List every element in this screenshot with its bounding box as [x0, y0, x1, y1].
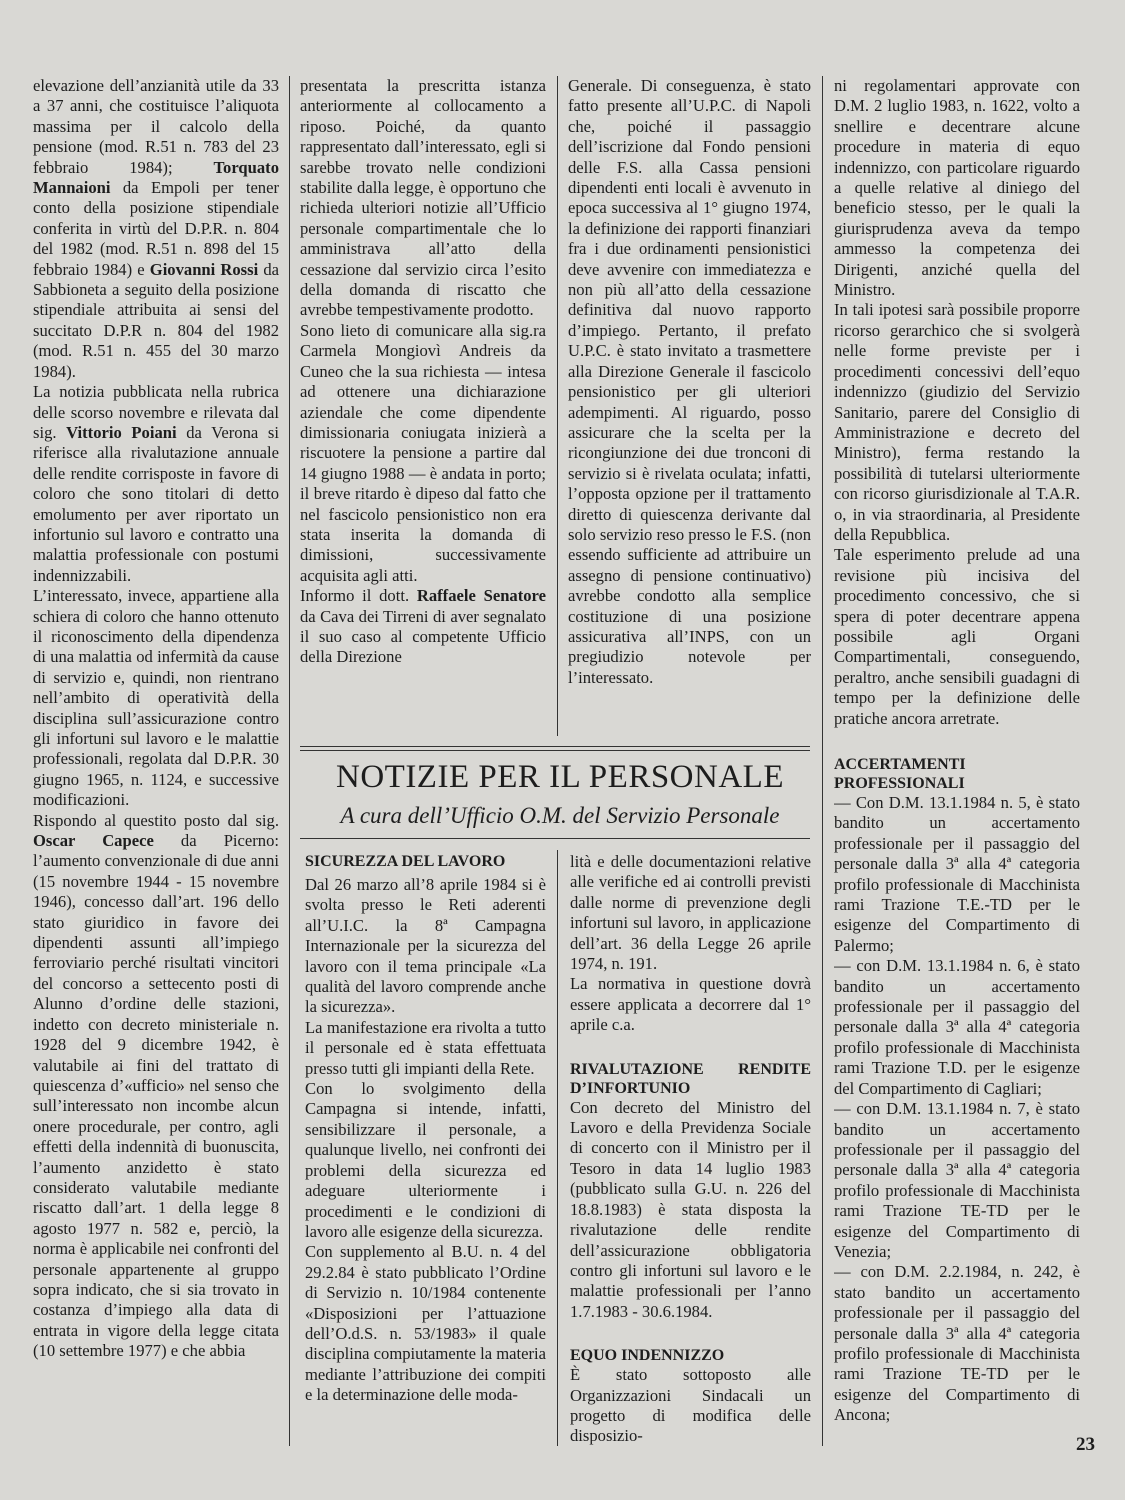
page-number: 23 [1076, 1434, 1095, 1455]
col3b-para-2: La normativa in questione dovrà essere applicata a decorrere dal 1° aprile c.a. [570, 974, 811, 1035]
column-3b [570, 852, 811, 1446]
col2-para-1: presentata la prescritta istanza anteriormente al collocamento a riposo. Poiché, da quanto rappresentato dall’interessato, egli si sarebbe trovato nelle condizioni stabilite dalla legge, è opportuno che richieda ulteriori notizie all’Ufficio personale compartimentale che lo amministrava all’atto della cessazione dal servizio circa l’esito della domanda di riscatto che avrebbe tempestivamente prodotto. [300, 76, 546, 320]
section-rule-top-2 [300, 750, 810, 751]
accertamenti-item-2: — con D.M. 13.1.1984 n. 6, è stato bandito un accertamento professionale per il passaggio del personale dalla 3ª alla 4ª categoria profilo professionale di Macchinista rami Trazione T.D. per le esigenze del Compartimento di Cagliari; [834, 956, 1080, 1098]
sicurezza-para-4: Con supplemento al B.U. n. 4 del 29.2.84 è stato pubblicato l’Ordine di Servizio n. 10/1984 contenente «Disposizioni per l’attuazione dell’O.d.S. n. 53/1983» il quale disciplina compiutamente la materia mediante l’attribuzione dei compiti e la determinazione delle moda- [305, 1242, 546, 1405]
col2-para-3: Informo il dott. Raffaele Senatore da Cava dei Tirreni di aver segnalato il suo caso al competente Ufficio della Direzione [300, 586, 546, 667]
column-divider-2b [557, 850, 558, 1446]
col2-para-2: Sono lieto di comunicare alla sig.ra Carmela Mongiovì Andreis da Cuneo che la sua richiesta — intesa ad ottenere una dichiarazione aziendale che come dipendente dimissionaria coniugata inizierà a riscuotere la pensione a partire dal 14 giugno 1988 — è andata in porto; il breve ritardo è dipeso dal fatto che nel fascicolo pensionistico non era stata inserita la domanda di dimissioni, successivamente acquisita agli atti. [300, 320, 546, 585]
equo-text: È stato sottoposto alle Organizzazioni Sindacali un progetto di modifica delle disposizio- [570, 1365, 811, 1446]
sicurezza-heading: SICUREZZA DEL LAVORO [305, 853, 506, 870]
col4-para-1: ni regolamentari approvate con D.M. 2 luglio 1983, n. 1622, volto a snellire e decentrare alcune procedure in materia di equo indennizzo, con particolare riguardo a quelle relative al diniego del beneficio stesso, per le quali la giurisprudenza aveva da tempo ammesso la competenza dei Dirigenti, anziché quella del Ministro. [834, 76, 1080, 300]
column-divider-3 [822, 76, 823, 1446]
accertamenti-item-1: — Con D.M. 13.1.1984 n. 5, è stato bandito un accertamento professionale per il passaggio del personale dalla 3ª alla 4ª categoria profilo professionale di Macchinista rami Trazione T.E.-TD per le esigenze del Compartimento di Palermo; [834, 793, 1080, 955]
accertamenti-item-3: — con D.M. 13.1.1984 n. 7, è stato bandito un accertamento professionale per il passaggio del personale dalla 3ª alla 4ª categoria profilo professionale di Macchinista rami Trazione TE-TD per le esigenze del Compartimento di Venezia; [834, 1099, 1080, 1261]
col1-para-1: elevazione dell’anzianità utile da 33 a 37 anni, che costituisce l’aliquota massima per il calcolo della pensione (mod. R.51 n. 783 del 23 febbraio 1984); Torquato Mannaioni da Empoli per tener conto della posizione stipendiale conferita in virtù del D.P.R. n. 804 del 1982 (mod. R.51 n. 898 del 15 febbraio 1984) e Giovanni Rossi da Sabbioneta a seguito della posizione stipendiale attribuita ai sensi del succitato D.P.R n. 804 del 1982 (mod. R.51 n. 455 del 30 marzo 1984). [33, 76, 279, 381]
sicurezza-para-1: Dal 26 marzo all’8 aprile 1984 si è svolta presso le Reti aderenti all’U.I.C. la 8ª Campagna Internazionale per la sicurezza del lavoro con il tema principale «La qualità del lavoro comprende anche la sicurezza». [305, 875, 546, 1017]
sicurezza-para-3: Con lo svolgimento della Campagna si intende, infatti, sensibilizzare il personale, a qualunque livello, nei confronti dei problemi della sicurezza ed adeguare ulteriormente i procedimenti e le condizioni di lavoro alle esigenze della sicurezza. [305, 1079, 546, 1241]
col1-para-2: La notizia pubblicata nella rubrica delle scorso novembre e rilevata dal sig. Vittorio Poiani da Verona si riferisce alla rivalutazione annuale delle rendite corrisposte in favore di coloro che sono titolari di detto emolumento per aver riportato un infortunio sul lavoro e contratto una malattia professionale con postumi indennizzabili. [33, 382, 279, 585]
section-rule-bottom [300, 838, 810, 839]
col4-para-2: In tali ipotesi sarà possibile proporre ricorso gerarchico che si svolgerà nelle forme previste per i procedimenti concessivi dell’equo indennizzo (giudizio del Servizio Sanitario, parere del Consiglio di Amministrazione e decreto del Ministro), ferma restando la possibilità di tutelarsi ulteriormente con ricorso giurisdizionale al T.A.R. o, in via straordinaria, al Presidente della Repubblica. [834, 300, 1080, 544]
col4-para-3: Tale esperimento prelude ad una revisione più incisiva del procedimento concessivo, che si spera di poter decentrare appena possibile agli Organi Compartimentali, conseguendo, peraltro, anche sensibili guadagni di tempo per la definizione delle pratiche ancora arretrate. [834, 545, 1080, 728]
column-divider-1 [289, 76, 290, 1446]
accertamenti-item-4: — con D.M. 2.2.1984, n. 242, è stato bandito un accertamento professionale per il passaggio del personale dalla 3ª alla 4ª categoria profilo professionale di Macchinista rami Trazione TE-TD per le esigenze del Compartimento di Ancona; [834, 1262, 1080, 1425]
column-4 [834, 76, 1080, 1446]
column-1 [33, 76, 279, 1446]
col3b-para-1: lità e delle documentazioni relative alle verifiche ed ai controlli previsti dalle norme di prevenzione degli infortuni sul lavoro, in applicazione dell’art. 36 della Legge 26 aprile 1974, n. 191. [570, 852, 811, 974]
column-2 [300, 76, 546, 736]
sicurezza-para-2: La manifestazione era rivolta a tutto il personale ed è stata effettuata presso tutti gli impianti della Rete. [305, 1017, 546, 1078]
accertamenti-heading: ACCERTAMENTI PROFESSIONALI [834, 756, 966, 792]
section-rule-top-1 [300, 746, 810, 747]
col1-para-3: L’interessato, invece, appartiene alla schiera di coloro che hanno ottenuto il riconoscimento della dipendenza di una malattia od infermità da cause di servizio e, quindi, non rientrano nell’ambito di operatività della disciplina sull’assicurazione contro gli infortuni sul lavoro e le malattie professionali, regolata dal D.P.R. 30 giugno 1965, n. 1124, e successive modificazioni. [33, 586, 279, 810]
column-3 [568, 76, 811, 736]
col1-para-4: Rispondo al questito posto dal sig. Oscar Capece da Picerno: l’aumento convenzionale di due anni (15 novembre 1944 - 15 novembre 1946), concesso dall’art. 196 dello stato giuridico in favore dei dipendenti assunti all’impiego ferroviario perché risultati vincitori del concorso a settecento posti di Alunno d’ordine delle stazioni, indetto con decreto ministeriale n. 1928 del 9 dicembre 1942, è valutabile ai fini del trattato di quiescenza d’«ufficio» nel senso che sull’interessato non incombe alcun onere procedurale, per contro, agli effetti della indennità di buonuscita, l’aumento anzidetto è stato considerato valutabile mediante riscatto dall’art. 1 della legge 8 agosto 1977 n. 582 e, perciò, la norma è applicabile nei confronti del personale appartenente al gruppo sopra indicato, che si sia trovato in costanza d’impiego alla data di entrata in vigore della legge citata (10 settembre 1977) e che abbia [33, 810, 279, 1361]
sicurezza-column [305, 852, 546, 1446]
column-divider-2 [557, 76, 558, 736]
col3-para-1: Generale. Di conseguenza, è stato fatto presente all’U.P.C. di Napoli che, poiché il passaggio dell’iscrizione dal Fondo pensioni delle F.S. alla Cassa pensioni dipendenti enti locali è avvenuto in epoca successiva al 1° giugno 1974, la definizione dei rapporti finanziari fra i due ordinamenti pensionistici deve avvenire con immediatezza e non più all’atto della cessazione definitiva dal nuovo rapporto d’impiego. Pertanto, il prefato U.P.C. è stato invitato a trasmettere alla Direzione Generale il fascicolo pensionistico per gli ulteriori adempimenti. Al riguardo, posso assicurare che la scelta per la ricongiunzione dei due tronconi di servizio si è rivelata oculata; infatti, l’opposta opzione per il trattamento diretto di quiescenza derivante dal solo servizio reso presso le F.S. (non essendo sufficiente ad attribuire un assegno di pensione continuativo) avrebbe condotto alla semplice costituzione di una posizione assicurativa all’INPS, con un pregiudizio notevole per l’interessato. [568, 76, 811, 687]
rivalutazione-text: Con decreto del Ministro del Lavoro e della Previdenza Sociale di concerto con il Ministro per il Tesoro in data 14 luglio 1983 (pubblicato sulla G.U. n. 226 del 18.8.1983) è stata disposta la rivalutazione delle rendite dell’assicurazione obbligatoria contro gli infortuni sul lavoro e le malattie professionali per l’anno 1.7.1983 - 30.6.1984. [570, 1097, 811, 1321]
section-subtitle: A cura dell’Ufficio O.M. del Servizio Personale [340, 803, 780, 828]
section-title: NOTIZIE PER IL PERSONALE [336, 759, 784, 795]
rivalutazione-heading: RIVALUTAZIONE RENDITE D’INFORTUNIO [570, 1060, 811, 1097]
equo-heading: EQUO INDENNIZZO [570, 1347, 725, 1365]
